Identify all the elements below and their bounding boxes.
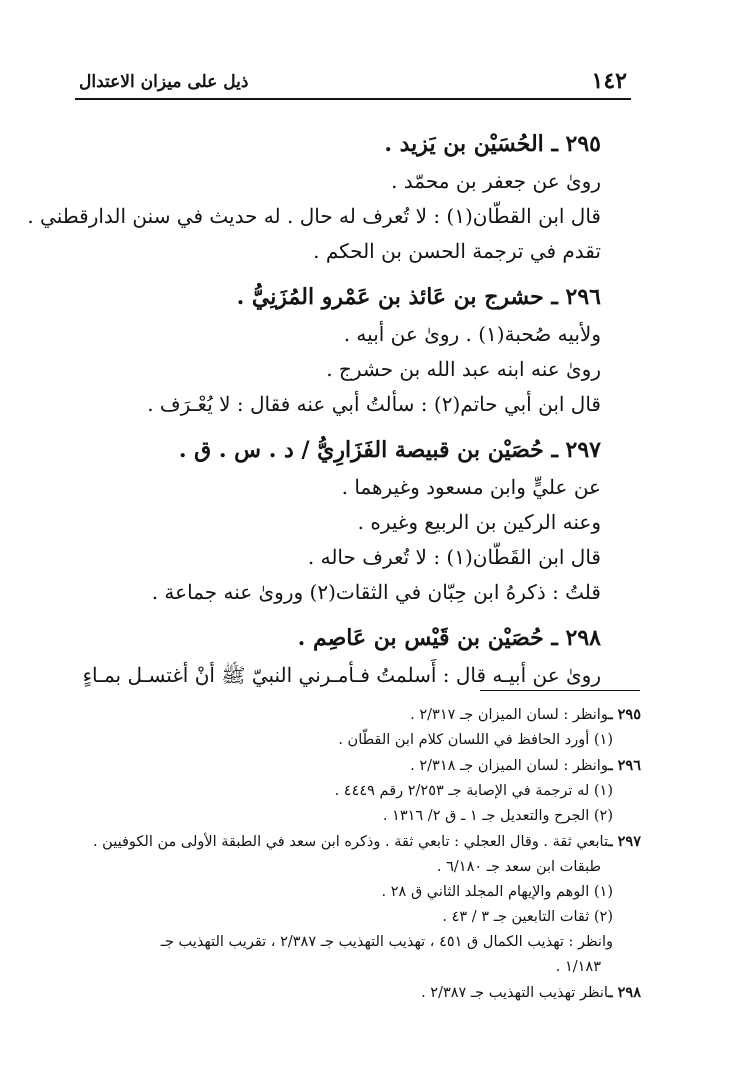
- footnote-line: وانظر : تهذيب الكمال ق ٤٥١ ، تهذيب التهذيب جـ ٢/٣٨٧ ، تقريب التهذيب جـ: [160, 934, 613, 950]
- footnote-line: طبقات ابن سعد جـ ٦/١٨٠ .: [436, 859, 601, 875]
- footnotes: [80, 702, 641, 1006]
- entry-line: روىٰ عن جعفر بن محمّد .: [391, 169, 601, 193]
- entry-line: قال ابن القطّان(١) : لا تُعرف له حال . له حديث في سنن الدارقطني .: [27, 204, 601, 228]
- footnote-line: [80, 702, 641, 728]
- footnote-text: وانظر : لسان الميزان جـ ٢/٣١٧ .: [410, 707, 609, 723]
- running-title: ذيل على ميزان الاعتدال: [79, 72, 249, 92]
- entry-line: وعنه الركين بن الربيع وغيره .: [357, 510, 601, 534]
- entry-line: روىٰ عنه ابنه عبد الله بن حشرج .: [326, 357, 601, 381]
- footnote-entry-number: ٢٩٨ ـ: [608, 984, 641, 1001]
- entry-line: ولأبيه صُحبة(١) . روىٰ عن أبيه .: [343, 322, 601, 346]
- entry-title: ٢٩٧ ـ حُصَيْن بن قبيصة الفَزَارِيُّ / د . س . ق .: [178, 437, 601, 463]
- footnote-line: [80, 829, 641, 855]
- footnote-line: [80, 753, 641, 779]
- entry-title: ٢٩٨ ـ حُصَيْن بن قَيْس بن عَاصِم .: [297, 625, 601, 651]
- entry-title: ٢٩٦ ـ حشرج بن عَائذ بن عَمْرو المُزَنِيُّ .: [236, 284, 601, 310]
- footnote-entry-number: ٢٩٦ ـ: [608, 757, 641, 774]
- page-number: ١٤٢: [591, 68, 627, 94]
- footnote-line: (٢) ثقات التابعين جـ ٣ / ٤٣ .: [442, 909, 613, 925]
- footnote-line: (١) له ترجمة في الإصابة جـ ٢/٢٥٣ رقم ٤٤٤٩ .: [334, 783, 613, 799]
- footnote-line: (٢) الجرح والتعديل جـ ١ ـ ق ٢/ ١٣١٦ .: [382, 808, 613, 824]
- footnote-line: (١) الوهم والإيهام المجلد الثاني ق ٢٨ .: [381, 884, 613, 900]
- footnote-line: [80, 980, 641, 1006]
- footnote-entry-number: ٢٩٥ ـ: [608, 706, 641, 723]
- entry-line: روىٰ عن أبيـه قال : أَسلمتُ فـأمـرني النبيّ ﷺ أنْ أغتسـل بمـاءٍ: [82, 663, 601, 687]
- page-header: [75, 58, 631, 100]
- entry-line: عن عليٍّ وابن مسعود وغيرهما .: [341, 475, 601, 499]
- entry-title: ٢٩٥ ـ الحُسَيْن بن يَزيد .: [384, 131, 601, 157]
- footnote-line: (١) أورد الحافظ في اللسان كلام ابن القطّان .: [338, 732, 613, 748]
- entry-line: تقدم في ترجمة الحسن بن الحكم .: [313, 239, 601, 263]
- main-text: [27, 120, 601, 693]
- footnote-text: تابعي ثقة . وقال العجلي : تابعي ثقة . وذكره ابن سعد في الطبقة الأولى من الكوفيين .: [92, 834, 609, 850]
- footnote-separator: [480, 690, 640, 691]
- footnote-entry-number: ٢٩٧ ـ: [608, 833, 641, 850]
- entry-line: قلتُ : ذكرهُ ابن حِبّان في الثقات(٢) وروىٰ عنه جماعة .: [151, 580, 601, 604]
- footnote-text: انظر تهذيب التهذيب جـ ٢/٣٨٧ .: [421, 985, 609, 1001]
- footnote-line: ١/١٨٣ .: [555, 959, 601, 975]
- entry-line: قال ابن القَطّان(١) : لا تُعرف حاله .: [307, 545, 601, 569]
- footnote-text: وانظر : لسان الميزان جـ ٢/٣١٨ .: [410, 758, 609, 774]
- entry-line: قال ابن أبي حاتم(٢) : سألتُ أبي عنه فقال : لا يُعْـرَف .: [147, 392, 601, 416]
